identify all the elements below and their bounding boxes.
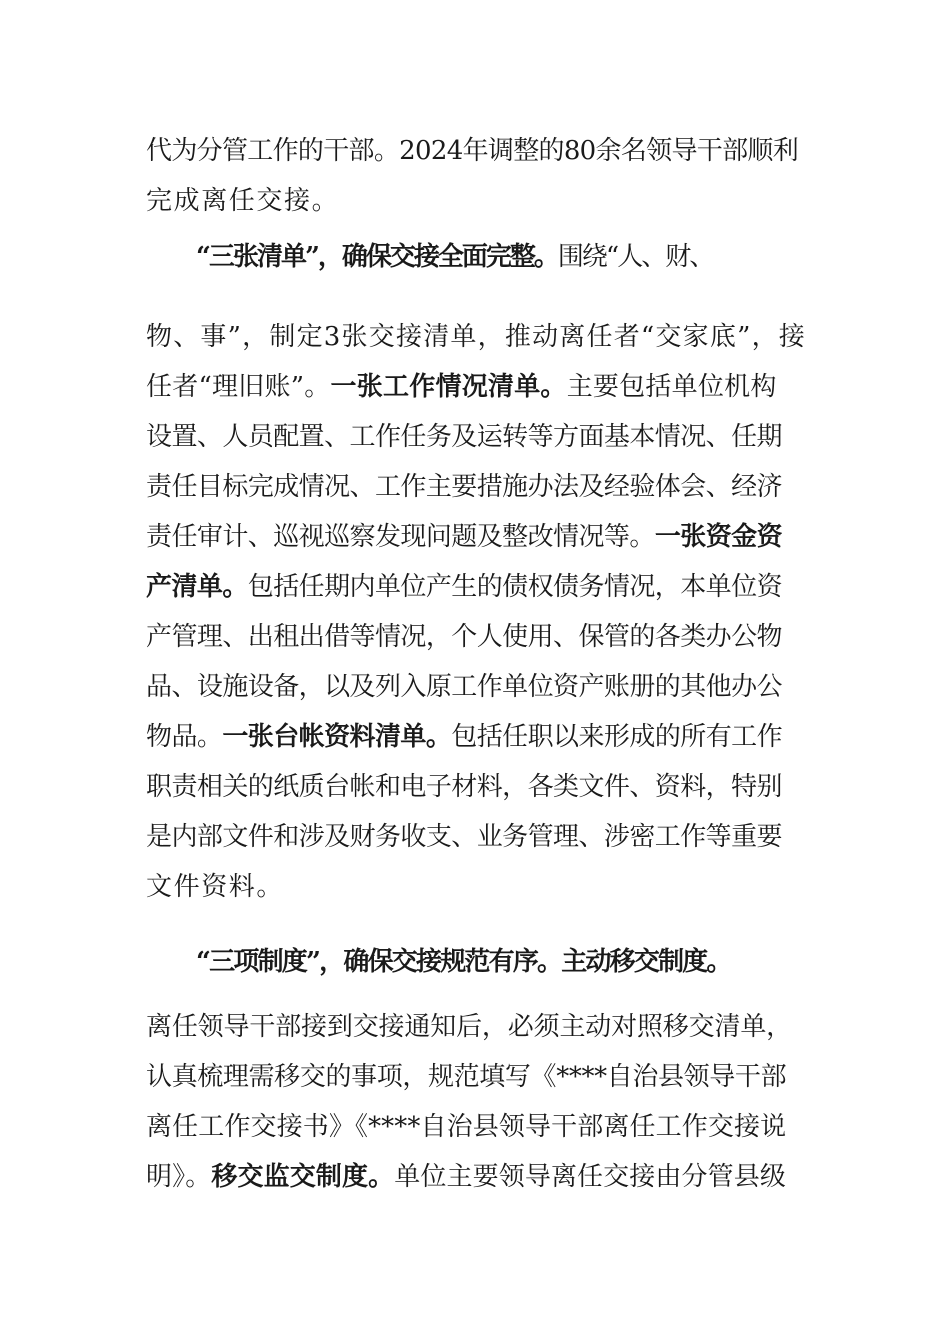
body-text: 主要包括单位机构: [566, 372, 777, 402]
bold-heading-text: 一张台帐资料清单。: [222, 722, 452, 752]
text-line: [146, 621, 816, 653]
body-text: 包括任职以来形成的所有工作: [451, 722, 783, 752]
text-line: [146, 571, 816, 603]
body-text: 责任目标完成情况、工作主要措施办法及经验体会、经济: [146, 472, 783, 502]
body-text: 设置、人员配置、工作任务及运转等方面基本情况、任期: [146, 422, 783, 452]
body-text: 包括任期内单位产生的债权债务情况，本单位资: [247, 572, 783, 602]
text-line: [146, 521, 816, 553]
text-line: [196, 946, 866, 978]
body-text: 责任审计、巡视巡察发现问题及整改情况等。: [146, 522, 655, 552]
text-line: [146, 871, 816, 903]
text-line: [146, 135, 816, 167]
body-text: 品、设施设备，以及列入原工作单位资产账册的其他办公: [146, 672, 783, 702]
text-line: [146, 721, 816, 753]
text-line: [146, 771, 816, 803]
body-text: 是内部文件和涉及财务收支、业务管理、涉密工作等重要: [146, 822, 783, 852]
text-line: [146, 1161, 816, 1193]
body-text: 代为分管工作的干部。2024年调整的80余名领导干部顺利: [146, 136, 799, 166]
text-line: [146, 421, 816, 453]
text-line: [146, 1061, 816, 1093]
bold-heading-text: “三项制度”，确保交接规范有序。主动移交制度。: [196, 947, 731, 977]
text-line: [146, 821, 816, 853]
body-text: 产管理、出租出借等情况，个人使用、保管的各类办公物: [146, 622, 783, 652]
text-line: [146, 471, 816, 503]
body-text: 单位主要领导离任交接由分管县级: [394, 1162, 787, 1192]
body-text: 任者“理旧账”。: [146, 372, 331, 402]
body-text: 明》。: [146, 1162, 212, 1192]
body-text: 完成离任交接。: [146, 186, 340, 216]
bold-heading-text: 一张资金资: [654, 522, 783, 552]
body-text: 物、事”，制定3张交接清单，推动离任者“交家底”，接: [146, 322, 807, 352]
text-line: [146, 1111, 816, 1143]
body-text: 离任工作交接书》《****自治县领导干部离任工作交接说: [146, 1112, 787, 1142]
text-line: [146, 185, 816, 217]
body-text: 物品。: [146, 722, 223, 752]
text-line: [196, 241, 866, 273]
body-text: 离任领导干部接到交接通知后，必须主动对照移交清单，: [146, 1012, 793, 1042]
body-text: 围绕“人、财、: [557, 242, 714, 272]
text-line: [146, 321, 816, 353]
bold-heading-text: 一张工作情况清单。: [330, 372, 567, 402]
bold-heading-text: 移交监交制度。: [211, 1162, 395, 1192]
text-line: [146, 671, 816, 703]
text-line: [146, 1011, 816, 1043]
bold-heading-text: “三张清单”，确保交接全面完整。: [196, 242, 558, 272]
bold-heading-text: 产清单。: [146, 572, 248, 602]
text-line: [146, 371, 816, 403]
body-text: 职责相关的纸质台帐和电子材料，各类文件、资料，特别: [146, 772, 783, 802]
body-text: 认真梳理需移交的事项，规范填写《****自治县领导干部: [146, 1062, 787, 1092]
body-text: 文件资料。: [146, 872, 285, 902]
